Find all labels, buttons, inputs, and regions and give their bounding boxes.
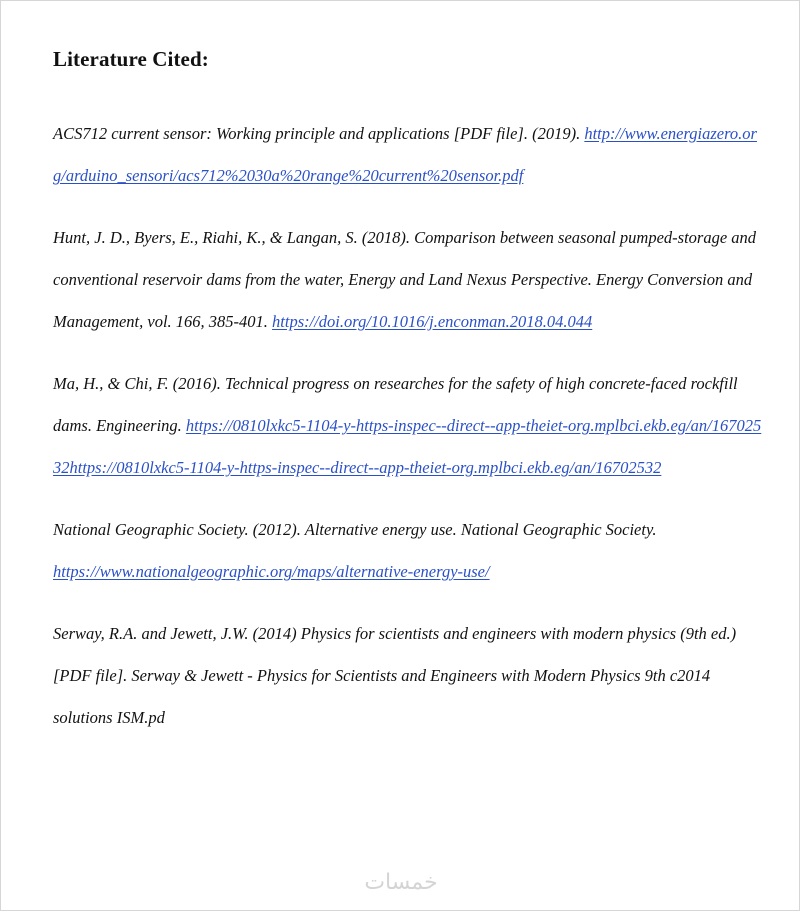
reference-serway xyxy=(53,613,765,739)
khamsat-watermark: خمسات xyxy=(364,869,438,895)
reference-text: Hunt, J. D., Byers, E., Riahi, K., & Langan, S. (2018). Comparison between seasonal pumped-storage and conventional reservoir dams from the water, Energy and Land Nexus Perspective. Energy Conversion and Management, vol. 166, 385-401. xyxy=(53,228,757,331)
reference-link-hunt[interactable]: https://doi.org/10.1016/j.enconman.2018.04.044 xyxy=(272,312,593,331)
literature-cited-heading: Literature Cited: xyxy=(53,47,209,71)
reference-text: Serway, R.A. and Jewett, J.W. (2014) Physics for scientists and engineers with modern physics (9th ed.) [PDF file]. Serway & Jewett - Physics for Scientists and Engineers with Modern Physics 9th c2014 solutions ISM.pd xyxy=(53,624,737,727)
reference-national-geographic xyxy=(53,509,765,593)
reference-text: ACS712 current sensor: Working principle and applications [PDF file]. (2019). xyxy=(53,124,585,143)
reference-link-national-geographic[interactable]: https://www.nationalgeographic.org/maps/alternative-energy-use/ xyxy=(53,562,490,581)
reference-acs712 xyxy=(53,113,765,197)
reference-link-acs712[interactable]: http://www.energiazero.org/arduino_sensori/acs712%2030a%20range%20current%20sensor.pdf xyxy=(53,124,757,185)
reference-link-ma-chi[interactable]: https://0810lxkc5-1104-y-https-inspec--direct--app-theiet-org.mplbci.ekb.eg/an/16702532https://0810lxkc5-1104-y-https-inspec--direct--app-theiet-org.mplbci.ekb.eg/an/16702532 xyxy=(53,416,762,477)
reference-text: National Geographic Society. (2012). Alternative energy use. National Geographic Society. xyxy=(53,520,657,539)
document-page xyxy=(53,45,765,759)
reference-hunt xyxy=(53,217,765,343)
reference-text: Ma, H., & Chi, F. (2016). Technical progress on researches for the safety of high concrete-faced rockfill dams. Engineering. xyxy=(53,374,738,435)
reference-ma-chi xyxy=(53,363,765,489)
